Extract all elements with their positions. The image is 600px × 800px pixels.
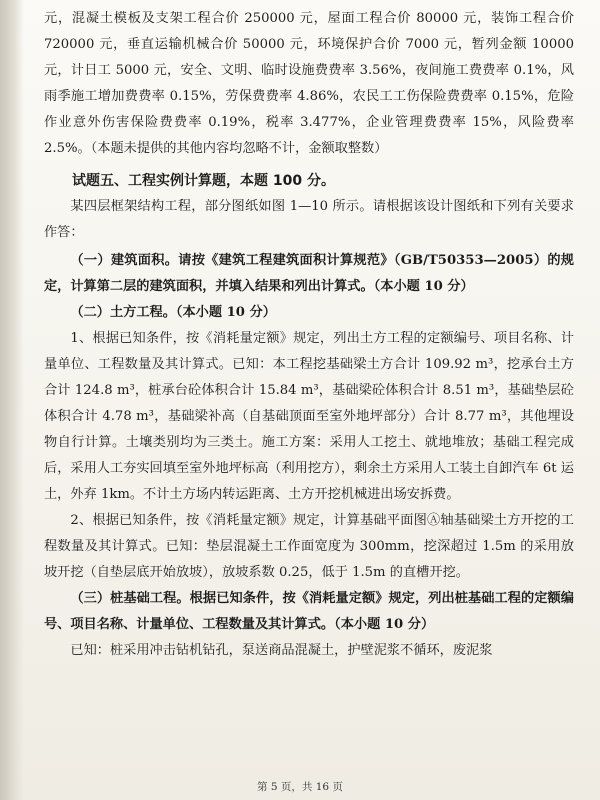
binding-shadow — [0, 0, 24, 800]
section-building-area: （一）建筑面积。请按《建筑工程建筑面积计算规范》（GB/T50353—2005）的规定，计算第二层的建筑面积，并填入结果和列出计算式。（本小题 10 分） — [44, 253, 574, 294]
page-content — [44, 6, 574, 664]
paragraph-fees: 元，混凝土模板及支架工程合价 250000 元，屋面工程合价 80000 元，装饰工程合价 720000 元，垂直运输机械合价 50000 元，环境保护合价 7000 元，暂列金额 10000 元，计日工 5000 元，安全、文明、临时设施费费率 3.56%，夜间施工费费率 0.1%，风雨季施工增加费费率 0.15%，劳保费费率 4.86%，农民工工伤保险费费率 0.15%，危险作业意外伤害保险费费率 0.19%，税率 3.477%，企业管理费费率 15%，风险费率 2.5%。（本题未提供的其他内容均忽略不计，金额取整数） — [44, 11, 574, 156]
section-earthwork-heading: （二）土方工程。（本小题 10 分） — [70, 305, 276, 320]
question-five-heading: 试题五、工程实例计算题，本题 100 分。 — [72, 173, 335, 189]
page-number: 第 5 页，共 16 页 — [257, 781, 343, 793]
earthwork-item-2: 2、根据已知条件，按《消耗量定额》规定，计算基础平面图Ⓐ轴基础梁土方开挖的工程数量及其计算式。已知：垫层混凝土工作面宽度为 300mm，挖深超过 1.5m 的采用放坡开挖（自垫层底开始放坡），放坡系数 0.25，低于 1.5m 的直槽开挖。 — [44, 513, 574, 580]
section-pile-foundation: （三）桩基础工程。根据已知条件，按《消耗量定额》规定，列出桩基础工程的定额编号、项目名称、计量单位、工程数量及其计算式。（本小题 10 分） — [44, 591, 574, 632]
paragraph-pile-known: 已知：桩采用冲击钻机钻孔，泵送商品混凝土，护壁泥浆不循环，废泥浆 — [70, 643, 493, 658]
paragraph-intro: 某四层框架结构工程，部分图纸如图 1—10 所示。请根据该设计图纸和下列有关要求作答： — [44, 199, 574, 240]
earthwork-item-1: 1、根据已知条件，按《消耗量定额》规定，列出土方工程的定额编号、项目名称、计量单位、工程数量及其计算式。已知：本工程挖基础梁土方合计 109.92 m³，挖承台土方合计 124.8 m³，桩承台砼体积合计 15.84 m³，基础梁砼体积合计 8.51 m³，基础垫层砼体积合计 4.78 m³，基础梁补高（自基础顶面至室外地坪部分）合计 8.77 m³，其他埋设物自行计算。土壤类别均为三类土。施工方案：采用人工挖土、就地堆放；基础工程完成后，采用人工夯实回填至室外地坪标高（利用挖方），剩余土方采用人工装土自卸汽车 6t 运土，外弃 1km。不计土方场内转运距离、土方开挖机械进出场安拆费。 — [44, 331, 574, 502]
